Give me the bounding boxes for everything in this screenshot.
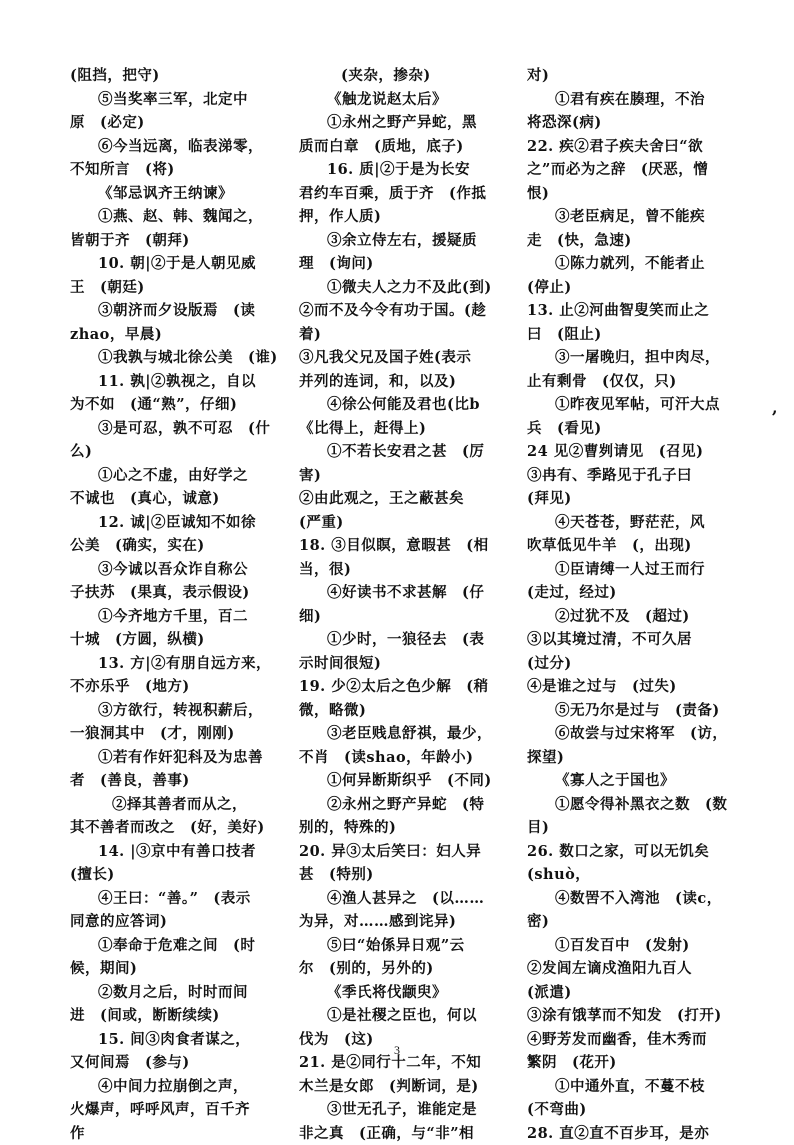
text-line: ①百发百中 (发射) — [527, 934, 749, 958]
text-line: ③朝济而夕设版焉 (读 — [70, 299, 292, 323]
page-number: 3 — [0, 1043, 794, 1058]
text-line: 《触龙说赵太后》 — [299, 88, 521, 112]
text-line: 止有剩骨 (仅仅，只) — [527, 370, 749, 394]
text-line: ④是谁之过与 (过失) — [527, 675, 749, 699]
text-line: 押，作人质) — [299, 205, 521, 229]
text-line: ④徐公何能及君也(比b — [299, 393, 521, 417]
text-line: 一狼洞其中 (才，刚刚) — [70, 722, 292, 746]
text-line: 16. 质|②于是为长安 — [299, 158, 521, 182]
text-line: ②择其善者而从之， — [70, 793, 292, 817]
text-line: 为不如 (通“熟”，仔细) — [70, 393, 292, 417]
text-line: 火爆声，呼呼风声，百千齐 — [70, 1098, 292, 1122]
text-line: 恨) — [527, 182, 749, 206]
text-line: ③老臣病足，曾不能疾 — [527, 205, 749, 229]
text-line: 不肖 (读shao，年龄小) — [299, 746, 521, 770]
text-line: 甚 (特别) — [299, 863, 521, 887]
text-line: ⑥故尝与过宋将军 (访， — [527, 722, 749, 746]
text-line: 为异，对……感到诧异) — [299, 910, 521, 934]
text-line: ①永州之野产异蛇，黑 — [299, 111, 521, 135]
text-line: 者 (善良，善事) — [70, 769, 292, 793]
text-line: ①君有疾在腠理，不治 — [527, 88, 749, 112]
text-line: 子扶苏 (果真，表示假设) — [70, 581, 292, 605]
text-line: ②发闾左谪戍渔阳九百人 — [527, 957, 749, 981]
text-line: ①今齐地方千里，百二 — [70, 605, 292, 629]
text-line: 示时间很短) — [299, 652, 521, 676]
text-line: 伐为 (这) — [299, 1028, 521, 1052]
text-line: ⑥今当远离，临表涕零， — [70, 135, 292, 159]
text-line: 十城 (方圆，纵横) — [70, 628, 292, 652]
text-line: 10. 朝|②于是人朝见威 — [70, 252, 292, 276]
text-line: 细) — [299, 605, 521, 629]
text-line: 微，略微) — [299, 699, 521, 723]
stray-mark: , — [772, 398, 778, 417]
text-line: 皆朝于齐 (朝拜) — [70, 229, 292, 253]
text-column-left — [70, 64, 292, 1145]
text-line: 质而白章 (质地，底子) — [299, 135, 521, 159]
text-line: 28. 直②直不百步耳，是亦 — [527, 1122, 749, 1145]
text-line: ①中通外直，不蔓不枝 — [527, 1075, 749, 1099]
text-line: ③余立侍左右，援疑质 — [299, 229, 521, 253]
text-line: ④渔人甚异之 (以…… — [299, 887, 521, 911]
text-line: ③冉有、季路见于孔子曰 — [527, 464, 749, 488]
text-line: 13. 止②河曲智叟笑而止之 — [527, 299, 749, 323]
text-line: ②数月之后，时时而间 — [70, 981, 292, 1005]
text-line: (停止) — [527, 276, 749, 300]
text-line: 20. 异③太后笑曰：妇人异 — [299, 840, 521, 864]
text-line: (擅长) — [70, 863, 292, 887]
text-line: ①陈力就列，不能者止 — [527, 252, 749, 276]
text-line: 《比得上，赶得上) — [299, 417, 521, 441]
text-line: ①何异断斯织乎 (不同) — [299, 769, 521, 793]
text-line: ③一屠晚归，担中肉尽， — [527, 346, 749, 370]
text-line: ②而不及今令有功于国。(趁 — [299, 299, 521, 323]
text-line: 不知所言 (将) — [70, 158, 292, 182]
text-line: 曰 (阻止) — [527, 323, 749, 347]
text-line: 王 (朝廷) — [70, 276, 292, 300]
text-line: 探望) — [527, 746, 749, 770]
text-line: ①不若长安君之甚 (厉 — [299, 440, 521, 464]
text-line: ①奉命于危难之间 (时 — [70, 934, 292, 958]
text-line: 14. |③京中有善口技者 — [70, 840, 292, 864]
text-line: 着) — [299, 323, 521, 347]
text-line: 《季氏将伐颛臾》 — [299, 981, 521, 1005]
text-line: ③涂有饿莩而不知发 (打开) — [527, 1004, 749, 1028]
text-line: 目) — [527, 816, 749, 840]
text-line: ③老臣贱息舒祺，最少， — [299, 722, 521, 746]
text-line: 22. 疾②君子疾夫舍曰“欲 — [527, 135, 749, 159]
text-line: ①昨夜见军帖，可汗大点 — [527, 393, 749, 417]
text-line: ③世无孔子，谁能定是 — [299, 1098, 521, 1122]
text-line: 候，期间) — [70, 957, 292, 981]
text-line: ①少时，一狼径去 (表 — [299, 628, 521, 652]
text-line: (阻挡，把守) — [70, 64, 292, 88]
text-line: ⑤当奖率三军，北定中 — [70, 88, 292, 112]
text-line: ①我孰与城北徐公美 (谁) — [70, 346, 292, 370]
text-line: 不诚也 (真心，诚意) — [70, 487, 292, 511]
text-line: 15. 间③肉食者谋之， — [70, 1028, 292, 1052]
text-line: 原 (必定) — [70, 111, 292, 135]
text-line: (不弯曲) — [527, 1098, 749, 1122]
text-line: 尔 (别的，另外的) — [299, 957, 521, 981]
text-line: zhao，早晨) — [70, 323, 292, 347]
text-line: 19. 少②太后之色少解 (稍 — [299, 675, 521, 699]
text-line: 进 (间或，断断续续) — [70, 1004, 292, 1028]
text-line: ④野芳发而幽香，佳木秀而 — [527, 1028, 749, 1052]
text-line: ⑤无乃尔是过与 (责备) — [527, 699, 749, 723]
text-line: ④天苍苍，野茫茫，风 — [527, 511, 749, 535]
text-line: ④好读书不求甚解 (仔 — [299, 581, 521, 605]
text-line: 别的，特殊的) — [299, 816, 521, 840]
text-line: 么) — [70, 440, 292, 464]
text-line: 26. 数口之家，可以无饥矣 — [527, 840, 749, 864]
text-line: 当，很) — [299, 558, 521, 582]
text-line: 12. 诚|②臣诚知不如徐 — [70, 511, 292, 535]
text-line: 不亦乐乎 (地方) — [70, 675, 292, 699]
text-line: 害) — [299, 464, 521, 488]
text-line: 公美 (确实，实在) — [70, 534, 292, 558]
text-line: ④王曰：“善。” (表示 — [70, 887, 292, 911]
text-line: ③以其境过清，不可久居 — [527, 628, 749, 652]
text-column-middle — [299, 64, 521, 1145]
text-line: 21. 是②同行十二年，不知 — [299, 1051, 521, 1075]
text-line: 对) — [527, 64, 749, 88]
text-line: 24 见②曹刿请见 (召见) — [527, 440, 749, 464]
text-line: 又何间焉 (参与) — [70, 1051, 292, 1075]
text-line: 《邹忌讽齐王纳谏》 — [70, 182, 292, 206]
text-line: ②过犹不及 (超过) — [527, 605, 749, 629]
text-line: 13. 方|②有朋自远方来， — [70, 652, 292, 676]
text-line: 走 (快，急速) — [527, 229, 749, 253]
text-line: 同意的应答词) — [70, 910, 292, 934]
text-line: (严重) — [299, 511, 521, 535]
text-line: (派遣) — [527, 981, 749, 1005]
text-line: ①微夫人之力不及此(到) — [299, 276, 521, 300]
text-line: 《寡人之于国也》 — [527, 769, 749, 793]
text-line: ⑤曰“始係异日观”云 — [299, 934, 521, 958]
text-line: 密) — [527, 910, 749, 934]
text-line: (拜见) — [527, 487, 749, 511]
text-column-right — [527, 64, 749, 1145]
text-line: 非之真 (正确，与“非”相 — [299, 1122, 521, 1145]
text-line: (过分) — [527, 652, 749, 676]
text-line: 理 (询问) — [299, 252, 521, 276]
text-line: ④数罟不入湾池 (读c， — [527, 887, 749, 911]
text-line: 吹草低见牛羊 (，出现) — [527, 534, 749, 558]
text-line: 11. 孰|②孰视之，自以 — [70, 370, 292, 394]
text-line: 作 — [70, 1122, 292, 1145]
text-line: ③是可忍，孰不可忍 (什 — [70, 417, 292, 441]
text-line: ③今诚以吾众诈自称公 — [70, 558, 292, 582]
text-line: 将恐深(病) — [527, 111, 749, 135]
text-line: 繁阴 (花开) — [527, 1051, 749, 1075]
text-line: 并列的连词，和，以及) — [299, 370, 521, 394]
text-line: 18. ③目似瞑，意暇甚 (相 — [299, 534, 521, 558]
text-line: 之”而必为之辞 (厌恶，憎 — [527, 158, 749, 182]
text-line: ③方欲行，转视积薪后， — [70, 699, 292, 723]
text-line: ①心之不虚，由好学之 — [70, 464, 292, 488]
text-line: ②永州之野产异蛇 (特 — [299, 793, 521, 817]
text-line: ②由此观之，王之蔽甚矣 — [299, 487, 521, 511]
text-line: ④中间力拉崩倒之声， — [70, 1075, 292, 1099]
text-line: ①是社稷之臣也，何以 — [299, 1004, 521, 1028]
text-line: ③凡我父兄及国子姓(表示 — [299, 346, 521, 370]
text-line: 兵 (看见) — [527, 417, 749, 441]
text-line: 君约车百乘，质于齐 (作抵 — [299, 182, 521, 206]
text-line: (夹杂，掺杂) — [299, 64, 521, 88]
text-line: 其不善者而改之 (好，美好) — [70, 816, 292, 840]
text-line: 木兰是女郎 (判断词，是) — [299, 1075, 521, 1099]
text-line: ①愿令得补黑衣之数 (数 — [527, 793, 749, 817]
text-line: ①燕、赵、韩、魏闻之， — [70, 205, 292, 229]
text-line: ①臣请缚一人过王而行 — [527, 558, 749, 582]
text-line: ①若有作奸犯科及为忠善 — [70, 746, 292, 770]
text-line: (走过，经过) — [527, 581, 749, 605]
text-line: (shuò， — [527, 863, 749, 887]
